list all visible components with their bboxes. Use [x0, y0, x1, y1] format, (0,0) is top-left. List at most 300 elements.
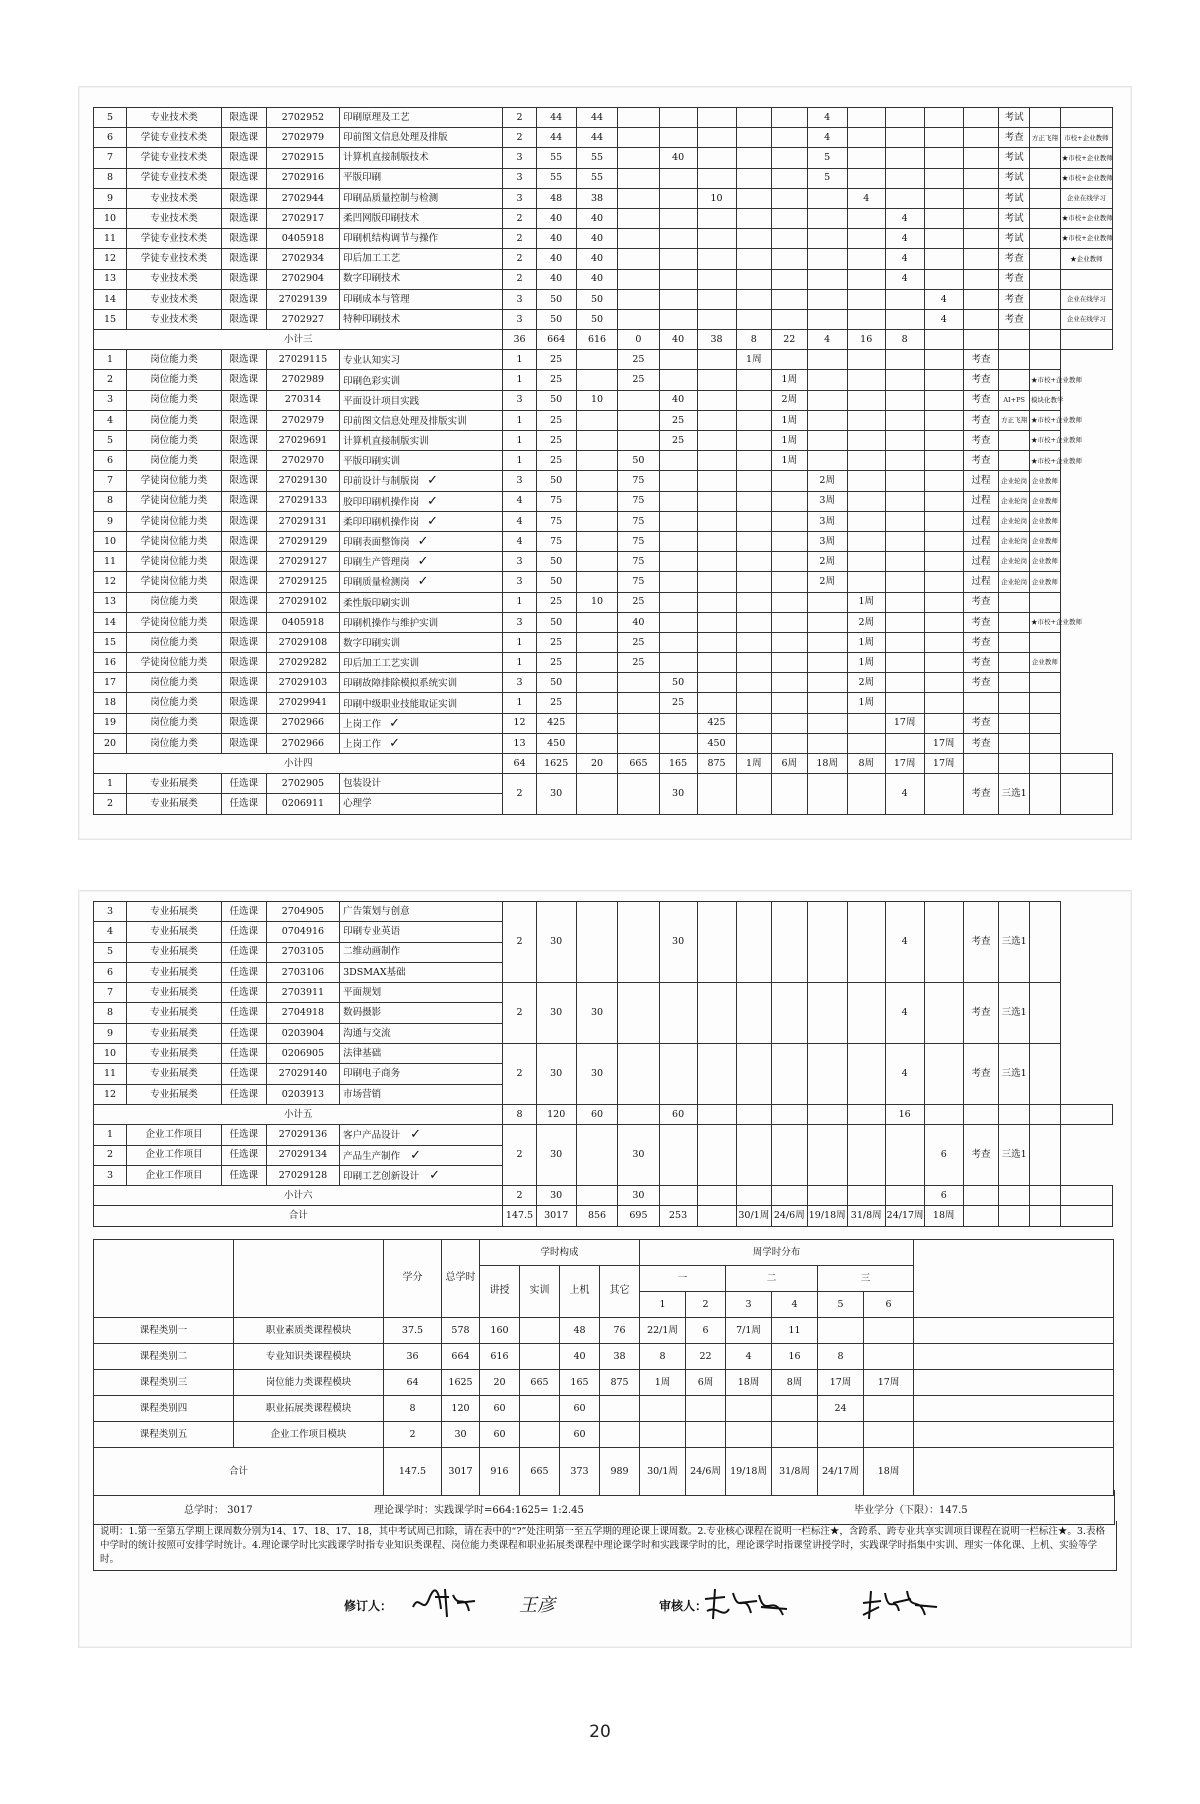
elective-group-cell [659, 1044, 697, 1105]
summary-cell [640, 1396, 686, 1422]
table-row [94, 983, 1113, 1003]
subtotal-cell [1030, 1104, 1061, 1124]
subtotal-cell [772, 1104, 808, 1124]
course-cell: 27029140 [266, 1064, 339, 1084]
course-cell [847, 552, 885, 572]
course-cell: 限选课 [221, 289, 266, 309]
course-cell: 50 [618, 451, 659, 471]
subtotal-cell [999, 330, 1030, 350]
summary-cell: 120 [442, 1396, 480, 1422]
elective-group-cell: 2 [503, 902, 536, 983]
course-cell: 2702934 [266, 249, 339, 269]
course-cell: 7 [94, 148, 127, 168]
course-cell: 考查 [963, 713, 999, 733]
course-cell: 限选课 [221, 693, 266, 713]
course-cell [772, 188, 808, 208]
course-cell: 限选课 [221, 572, 266, 592]
course-cell [697, 370, 736, 390]
elective-group-cell [885, 1125, 924, 1186]
course-cell: 40 [659, 148, 697, 168]
course-cell: 考试 [999, 188, 1030, 208]
course-cell: 考查 [963, 410, 999, 430]
subtotal-cell [924, 330, 963, 350]
course-cell [847, 309, 885, 329]
subtotal-cell [847, 1186, 885, 1206]
course-cell [618, 431, 659, 451]
course-cell: 25 [659, 410, 697, 430]
subtotal-cell: 38 [697, 330, 736, 350]
course-cell [885, 653, 924, 673]
course-cell: 44 [576, 108, 617, 128]
elective-group-cell: 三选1 [999, 983, 1030, 1044]
course-cell: 学徒专业技术类 [127, 128, 222, 148]
course-name-cell [340, 431, 503, 451]
course-cell [885, 612, 924, 632]
subtotal-cell [963, 1104, 999, 1124]
course-cell [736, 309, 772, 329]
table-row [94, 350, 1113, 370]
elective-group-cell [847, 983, 885, 1044]
course-cell: 40 [576, 229, 617, 249]
subtotal-cell: 1625 [536, 754, 576, 774]
course-cell: 4 [924, 309, 963, 329]
course-cell: 27029134 [266, 1145, 339, 1165]
course-name: 上岗工作 [343, 718, 382, 730]
reviewer-label: 审核人： [659, 1599, 708, 1613]
course-cell [772, 128, 808, 148]
course-cell: 学徒岗位能力类 [127, 612, 222, 632]
subtotal-cell: 60 [659, 1104, 697, 1124]
course-cell: 75 [618, 471, 659, 491]
elective-group-cell [736, 774, 772, 814]
ratio-text: 理论课学时：实践课学时=664:1625= 1:2.45 [374, 1505, 584, 1516]
elective-group-cell [576, 1125, 617, 1186]
stats-line [93, 1490, 1115, 1525]
course-cell [697, 632, 736, 652]
course-name-cell [340, 612, 503, 632]
course-cell: 1周 [772, 431, 808, 451]
course-cell: 二维动画制作 [340, 942, 503, 962]
course-cell [659, 592, 697, 612]
course-cell: 任选课 [221, 1044, 266, 1064]
course-name-cell [340, 410, 503, 430]
course-cell: 2702979 [266, 410, 339, 430]
course-cell [772, 713, 808, 733]
course-cell [772, 269, 808, 289]
course-cell: 40 [659, 390, 697, 410]
course-cell: 3 [503, 673, 536, 693]
elective-group-cell: 三选1 [999, 1044, 1030, 1105]
course-cell: 44 [576, 128, 617, 148]
course-cell: 4 [94, 410, 127, 430]
course-cell [618, 168, 659, 188]
course-cell: 方正飞翔 [1030, 128, 1061, 148]
table-row [94, 1396, 1114, 1422]
subtotal-cell [697, 1186, 736, 1206]
course-cell [772, 471, 808, 491]
summary-table [93, 1239, 1114, 1496]
course-cell: 2 [503, 269, 536, 289]
subtotal-cell: 695 [618, 1206, 659, 1226]
course-cell: 2702944 [266, 188, 339, 208]
elective-group-cell: 30 [576, 983, 617, 1044]
course-cell: 12 [94, 1084, 127, 1104]
summary-header-weekly: 周学时分布 [640, 1240, 914, 1266]
course-cell: 岗位能力类 [127, 592, 222, 612]
reviser-label: 修订人： [344, 1599, 393, 1613]
elective-group-cell [697, 1125, 736, 1186]
course-cell: 限选课 [221, 309, 266, 329]
course-cell [885, 552, 924, 572]
course-cell [736, 653, 772, 673]
course-cell [847, 128, 885, 148]
course-cell: 任选课 [221, 794, 266, 814]
course-cell [1030, 693, 1061, 713]
course-cell [736, 733, 772, 753]
subtotal-cell [999, 1104, 1030, 1124]
course-cell [924, 168, 963, 188]
course-cell: 印刷专业英语 [340, 922, 503, 942]
course-cell [618, 289, 659, 309]
course-cell: 方正飞翔 [999, 410, 1030, 430]
reviewer-signature-2 [859, 1585, 939, 1625]
summary-cell: 企业工作项目模块 [234, 1422, 384, 1448]
course-cell [659, 471, 697, 491]
course-cell: 岗位能力类 [127, 370, 222, 390]
summary-cell: 665 [520, 1370, 560, 1396]
course-cell: 考查 [999, 309, 1030, 329]
course-cell [659, 632, 697, 652]
course-cell: 75 [618, 552, 659, 572]
course-cell: 50 [536, 309, 576, 329]
elective-group-cell [772, 1125, 808, 1186]
course-name-cell [340, 632, 503, 652]
course-cell [924, 148, 963, 168]
course-cell [618, 410, 659, 430]
elective-group-cell [1030, 1044, 1061, 1105]
course-name-cell [340, 390, 503, 410]
course-cell: 9 [94, 188, 127, 208]
course-cell: 任选课 [221, 774, 266, 794]
course-cell: 数字印刷技术 [340, 269, 503, 289]
course-cell: ★市校+企业教师 [1030, 410, 1061, 430]
course-cell [924, 511, 963, 531]
subtotal-cell [1060, 754, 1112, 774]
course-cell [924, 612, 963, 632]
course-name: 印刷机操作与维护实训 [343, 617, 439, 629]
course-cell [885, 410, 924, 430]
course-cell: 学徒专业技术类 [127, 168, 222, 188]
elective-group-cell: 4 [885, 902, 924, 983]
course-cell [807, 673, 847, 693]
course-cell: 企业在线学习 [1060, 309, 1112, 329]
course-cell [924, 350, 963, 370]
course-cell [1030, 309, 1061, 329]
course-cell [659, 208, 697, 228]
course-cell [885, 108, 924, 128]
course-cell: 17周 [924, 733, 963, 753]
course-cell [659, 511, 697, 531]
course-cell [885, 289, 924, 309]
subtotal-cell: 120 [536, 1104, 576, 1124]
course-cell [772, 531, 808, 551]
course-cell: 7 [94, 471, 127, 491]
course-cell: 考查 [963, 451, 999, 471]
course-cell [807, 188, 847, 208]
course-cell [807, 370, 847, 390]
course-cell [885, 431, 924, 451]
course-cell: 考查 [963, 350, 999, 370]
summary-cell: 40 [560, 1344, 600, 1370]
course-cell: 2 [94, 1145, 127, 1165]
subtotal-cell: 665 [618, 754, 659, 774]
course-cell: 限选课 [221, 451, 266, 471]
course-name: 印刷质量检测岗 [343, 577, 410, 589]
course-cell: 2 [503, 208, 536, 228]
course-cell [847, 229, 885, 249]
summary-header-year1: 一 [640, 1266, 726, 1292]
course-cell: ★市校+企业教师 [1030, 370, 1061, 390]
elective-group-cell: 2 [503, 774, 536, 814]
course-cell: 50 [659, 673, 697, 693]
table-row [94, 269, 1113, 289]
course-cell: 25 [536, 431, 576, 451]
subtotal-cell: 30/1周 [736, 1206, 772, 1226]
course-cell: 考试 [999, 208, 1030, 228]
course-cell: 专业技术类 [127, 309, 222, 329]
summary-header-year2: 二 [726, 1266, 818, 1292]
course-cell [924, 229, 963, 249]
summary-cell [640, 1422, 686, 1448]
course-name-cell [340, 673, 503, 693]
checkmark: ✓ [389, 715, 401, 731]
course-cell [736, 128, 772, 148]
course-cell [999, 733, 1030, 753]
course-cell: 10 [697, 188, 736, 208]
course-cell [618, 128, 659, 148]
table-row [94, 471, 1113, 491]
subtotal-label: 小计六 [94, 1186, 503, 1206]
summary-cell: 职业拓展类课程模块 [234, 1396, 384, 1422]
summary-cell [520, 1344, 560, 1370]
course-cell: 岗位能力类 [127, 713, 222, 733]
summary-cell: 职业素质类课程模块 [234, 1318, 384, 1344]
summary-total-cell: 147.5 [384, 1448, 442, 1496]
table-row [94, 733, 1113, 753]
course-cell: 75 [618, 491, 659, 511]
course-cell: 5 [94, 431, 127, 451]
graduation-credits-text: 毕业学分（下限）：147.5 [854, 1505, 968, 1516]
course-cell [963, 188, 999, 208]
table-row [94, 511, 1113, 531]
course-cell [697, 451, 736, 471]
subtotal-cell: 19/18周 [807, 1206, 847, 1226]
course-cell [576, 471, 617, 491]
course-cell [1030, 733, 1061, 753]
course-cell: 50 [536, 572, 576, 592]
table-row [94, 431, 1113, 451]
course-cell: 75 [618, 511, 659, 531]
course-cell: 2702966 [266, 733, 339, 753]
course-cell: 任选课 [221, 1165, 266, 1185]
course-cell: 专业拓展类 [127, 794, 222, 814]
table-row [94, 612, 1113, 632]
course-cell: 考查 [963, 673, 999, 693]
course-cell [618, 693, 659, 713]
summary-cell: 60 [480, 1396, 520, 1422]
course-cell: 55 [536, 168, 576, 188]
course-cell: 限选课 [221, 431, 266, 451]
course-cell [697, 128, 736, 148]
elective-group-cell: 考查 [963, 902, 999, 983]
course-cell [736, 249, 772, 269]
course-cell [736, 572, 772, 592]
course-cell [659, 491, 697, 511]
summary-cell [864, 1344, 914, 1370]
course-cell: 1 [503, 350, 536, 370]
elective-group-cell [924, 983, 963, 1044]
course-cell [807, 733, 847, 753]
course-cell [659, 451, 697, 471]
summary-cell: 专业知识类课程模块 [234, 1344, 384, 1370]
course-cell [576, 733, 617, 753]
table-row [94, 531, 1113, 551]
course-cell [659, 612, 697, 632]
course-cell [697, 108, 736, 128]
course-cell [736, 168, 772, 188]
course-cell [576, 572, 617, 592]
course-cell [618, 733, 659, 753]
course-cell [697, 612, 736, 632]
course-cell: 专业技术类 [127, 208, 222, 228]
course-cell: 50 [536, 673, 576, 693]
table-row [94, 693, 1113, 713]
course-cell: 16 [94, 653, 127, 673]
elective-group-cell [807, 1125, 847, 1186]
course-cell [924, 572, 963, 592]
course-cell [999, 693, 1030, 713]
course-cell: 印刷电子商务 [340, 1064, 503, 1084]
course-cell: 过程 [963, 511, 999, 531]
course-cell [847, 451, 885, 471]
course-cell: 3 [94, 902, 127, 922]
summary-cell: 165 [560, 1370, 600, 1396]
course-cell [807, 309, 847, 329]
course-cell [807, 208, 847, 228]
checkmark: ✓ [417, 534, 429, 550]
summary-cell [914, 1318, 1114, 1344]
course-cell: 印刷原理及工艺 [340, 108, 503, 128]
course-cell [924, 370, 963, 390]
course-cell: 1周 [847, 592, 885, 612]
table-row [94, 330, 1113, 350]
course-cell [772, 249, 808, 269]
course-cell [697, 350, 736, 370]
course-cell [697, 431, 736, 451]
course-cell [618, 208, 659, 228]
table-row [94, 1318, 1114, 1344]
course-cell [697, 572, 736, 592]
elective-group-cell [618, 983, 659, 1044]
table-row [94, 410, 1113, 430]
course-name: 柔性版印刷实训 [343, 597, 410, 609]
course-cell [847, 511, 885, 531]
table-row [94, 249, 1113, 269]
course-cell [697, 309, 736, 329]
course-name-cell [340, 733, 503, 753]
course-cell: 岗位能力类 [127, 733, 222, 753]
course-cell: 50 [536, 471, 576, 491]
course-cell: 任选课 [221, 1023, 266, 1043]
course-cell [736, 370, 772, 390]
elective-group-cell [618, 774, 659, 814]
course-cell: 3 [503, 390, 536, 410]
course-cell: 2703106 [266, 962, 339, 982]
subtotal-label: 小计五 [94, 1104, 503, 1124]
course-cell [659, 249, 697, 269]
elective-group-cell [772, 902, 808, 983]
subtotal-cell: 17周 [885, 754, 924, 774]
course-cell: 10 [94, 1044, 127, 1064]
explanatory-note: 说明：1.第一至第五学期上课周数分别为14、17、18、17、18，其中考试周已扣除，请在表中的“?”处注明第一至五学期的理论课上课周数。2.专业核心课程在说明一栏标注★，含跨系、跨专业共享实训项目课程在说明一栏标注★。3.表格中学时的统计按照可安排学时统计。4.理论课学时比实践课学时指专业知识类课程、岗位能力类课程和职业拓展类课程中理论课学时和实践课学时的比，理论课学时指课堂讲授学时，实践课学时指集中实训、理实一体化课、上机、实验等学时。 [93, 1521, 1117, 1571]
subtotal-cell [659, 1186, 697, 1206]
summary-cell: 8 [818, 1344, 864, 1370]
course-cell [885, 673, 924, 693]
course-cell: ★市校+企业教师 [1030, 431, 1061, 451]
subtotal-cell: 6周 [772, 754, 808, 774]
course-cell: 学徒岗位能力类 [127, 572, 222, 592]
course-cell: 限选课 [221, 229, 266, 249]
course-cell: 考查 [963, 390, 999, 410]
course-cell: 11 [94, 552, 127, 572]
course-cell: 限选课 [221, 733, 266, 753]
subtotal-cell: 8 [885, 330, 924, 350]
course-cell: 27029103 [266, 673, 339, 693]
summary-header-credit: 学分 [384, 1240, 442, 1318]
summary-total-cell: 665 [520, 1448, 560, 1496]
course-cell: 3 [94, 1165, 127, 1185]
table-row [94, 208, 1113, 228]
course-cell: 2 [94, 370, 127, 390]
course-cell [999, 350, 1030, 370]
course-cell: 40 [536, 269, 576, 289]
course-table-part1 [93, 107, 1113, 815]
checkmark: ✓ [410, 1127, 422, 1143]
course-cell [736, 632, 772, 652]
course-cell [697, 249, 736, 269]
course-name-cell [340, 471, 503, 491]
course-cell: 25 [659, 431, 697, 451]
course-name: 柔印印刷机操作岗 [343, 516, 420, 528]
course-cell: 考查 [963, 592, 999, 612]
checkmark: ✓ [427, 513, 439, 529]
course-cell: 75 [536, 531, 576, 551]
course-cell: 企业在线学习 [1060, 188, 1112, 208]
course-cell: 4 [924, 289, 963, 309]
course-cell: 25 [618, 653, 659, 673]
elective-group-cell: 30 [659, 774, 697, 814]
elective-group-cell: 30 [536, 983, 576, 1044]
course-cell [576, 673, 617, 693]
course-cell: 55 [576, 148, 617, 168]
course-cell: 学徒专业技术类 [127, 148, 222, 168]
course-cell: 限选课 [221, 632, 266, 652]
course-cell: 25 [536, 451, 576, 471]
course-cell [924, 693, 963, 713]
summary-cell: 2 [384, 1422, 442, 1448]
course-cell: 1周 [736, 350, 772, 370]
course-cell: 8 [94, 168, 127, 188]
